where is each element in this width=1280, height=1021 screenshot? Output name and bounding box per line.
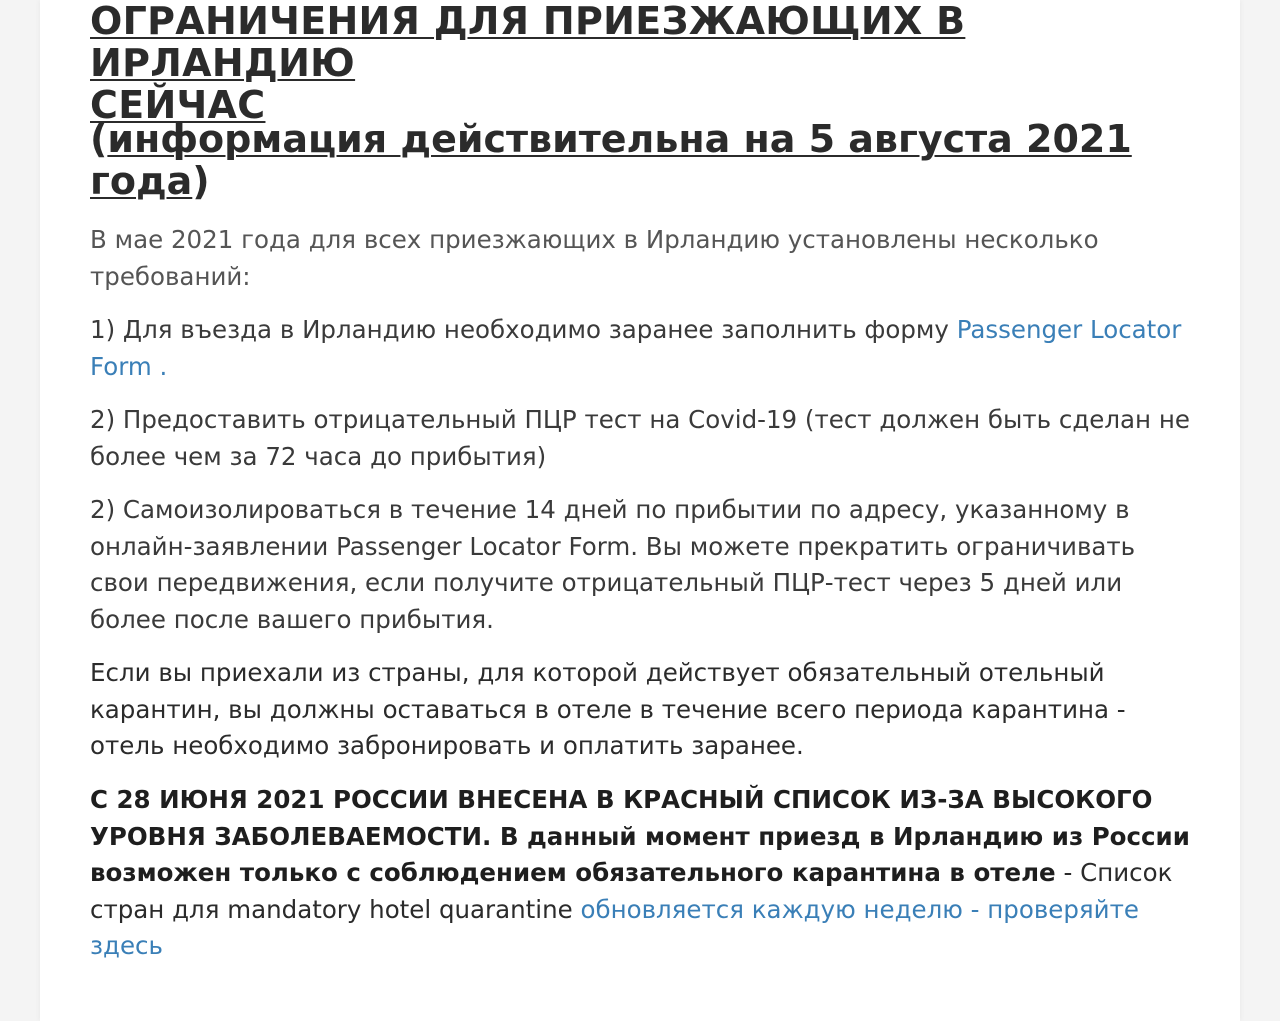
requirement-2-paragraph: 2) Предоставить отрицательный ПЦР тест на Covid-19 (тест должен быть сделан не более чем за 72 часа до прибытия) — [90, 405, 1190, 471]
title-text — [90, 0, 1200, 126]
validity-subtitle — [90, 118, 1200, 202]
page-title — [90, 0, 1200, 126]
requirement-1-text: 1) Для въезда в Ирландию необходимо заранее заполнить форму — [90, 315, 957, 344]
russia-red-list-bold-text: С 28 ИЮНЯ 2021 РОССИИ ВНЕСЕНА В КРАСНЫЙ СПИСОК ИЗ-ЗА ВЫСОКОГО УРОВНЯ ЗАБОЛЕВАЕМОСТИ. В данный момент приезд в Ирландию из России возможен только с соблюдением обязательного карантина в отеле — [90, 785, 1190, 887]
russia-red-list-tail-text: - Список стран для mandatory hotel quarantine — [90, 858, 1173, 924]
subtitle-close-paren: ) — [192, 159, 210, 203]
passenger-locator-form-link[interactable]: Passenger Locator Form . — [90, 315, 1182, 381]
requirement-3-paragraph: 2) Самоизолироваться в течение 14 дней по прибытии по адресу, указанному в онлайн-заявлении Passenger Locator Form. Вы можете прекратить ограничивать свои передвижения, если получите отрицательный ПЦР-тест через 5 дней или более после вашего прибытия. — [90, 495, 1136, 634]
russia-red-list-paragraph — [90, 782, 1200, 965]
intro-paragraph: В мае 2021 года для всех приезжающих в Ирландию установлены несколько требований: — [90, 225, 1099, 291]
quarantine-list-link[interactable]: обновляется каждую неделю - проверяйте здесь — [90, 894, 1139, 960]
subtitle-open-paren: ( — [90, 117, 108, 161]
title-line-2: СЕЙЧАС — [90, 83, 266, 127]
requirement-1-paragraph — [90, 312, 1200, 385]
page-card — [40, 0, 1240, 1021]
hotel-quarantine-paragraph: Если вы приехали из страны, для которой действует обязательный отельный карантин, вы должны оставаться в отеле в течение всего периода карантина - отель необходимо забронировать и оплатить заранее. — [90, 658, 1126, 760]
subtitle-date-text: информация действительна на 5 августа 2021 года — [90, 117, 1132, 203]
title-line-1: ОГРАНИЧЕНИЯ ДЛЯ ПРИЕЗЖАЮЩИХ В ИРЛАНДИЮ — [90, 0, 966, 85]
